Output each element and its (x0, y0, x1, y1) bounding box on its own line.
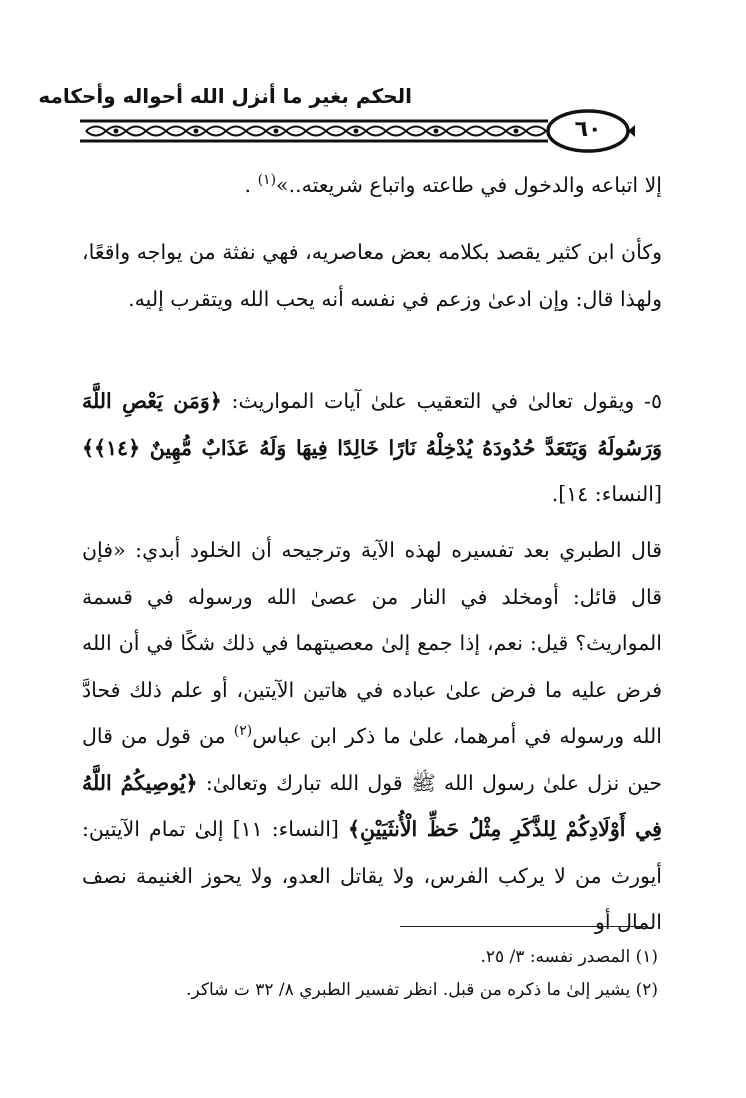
quran-verse-nisa-14: ﴿وَمَن يَعْصِ اللَّهَ وَرَسُولَهُ وَيَتَعَدَّ حُدُودَهُ يُدْخِلْهُ نَارًا خَالِدًا فِيهَا وَلَهُ عَذَابٌ مُّهِينٌ ﴿١٤﴾﴾ (82, 389, 662, 460)
footnote-2: (٢) يشير إلىٰ ما ذكره من قبل. انظر تفسير الطبري ٨/ ٣٢ ت شاكر. (186, 980, 658, 1000)
footnote-separator (400, 926, 648, 927)
quote-end-text: إلا اتباعه والدخول في طاعته واتباع شريعته..» (276, 173, 662, 197)
paragraph-ibn-kathir (82, 229, 662, 322)
tabari-text-1: قال الطبري بعد تفسيره لهذه الآية وترجيحه أن الخلود أبدي: «فإن قال قائل: أومخلد في النار من عصىٰ الله ورسوله في قسمة المواريث؟ قيل: نعم، إذا جمع إلىٰ معصيتهما في ذلك شكًا في أن الله فرض عليه ما فرض علىٰ عباده في هاتين الآيتين، أو علم ذلك فحادَّ الله ورسوله في أمرهما، علىٰ ما ذكر ابن عباس (82, 538, 662, 748)
quote-end-period: . (244, 173, 252, 197)
running-title: الحكم بغير ما أنزل الله أحواله وأحكامه (38, 84, 412, 108)
paragraph-inheritance-verse (82, 378, 662, 518)
quran-verse-nisa-11: ﴿يُوصِيكُمُ اللَّهُ فِي أَوْلَادِكُمْ لِلذَّكَرِ مِثْلُ حَظِّ الْأُنثَيَيْنِ﴾ (82, 770, 662, 841)
page-number: ٦٠ (574, 117, 602, 142)
verse-citation: [النساء: ١٤]. (551, 482, 662, 506)
paragraph-quote-end (82, 162, 662, 209)
footnotes (82, 941, 658, 1007)
footnote-1: (١) المصدر نفسه: ٣/ ٢٥. (480, 947, 658, 967)
paragraph-tabari (82, 527, 662, 946)
tabari-text-3: [النساء: ١١] إلىٰ تمام الآيتين: أيورث من لا يركب الفرس، ولا يقاتل العدو، ولا يحوز الغنيمة نصف المال أو (82, 817, 662, 934)
tabari-text-2: من قول من قال حين نزل علىٰ رسول الله ﷺ قول الله تبارك وتعالىٰ: (82, 724, 662, 795)
footnote-ref-2: (٢) (233, 723, 253, 740)
ibn-kathir-text: وكأن ابن كثير يقصد بكلامه بعض معاصريه، فهي نفثة من يواجه واقعًا، ولهذا قال: وإن ادعىٰ وزعم في نفسه أنه يحب الله ويتقرب إليه. (82, 240, 662, 311)
verse-intro: ٥- ويقول تعالىٰ في التعقيب علىٰ آيات المواريث: (231, 389, 662, 413)
footnote-ref-1: (١) (257, 172, 277, 189)
